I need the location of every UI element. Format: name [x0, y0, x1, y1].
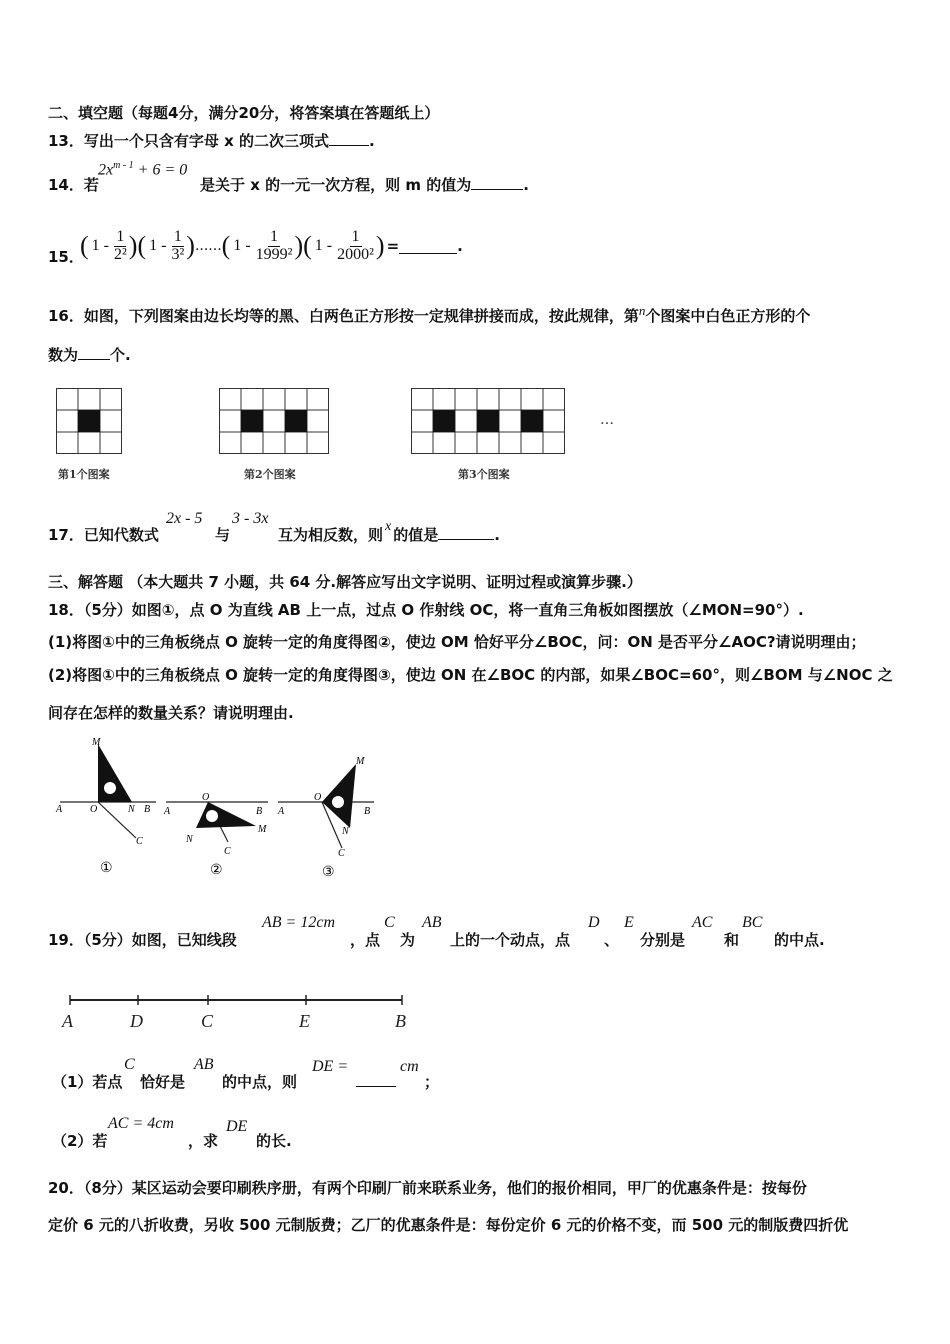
q15-end: . — [457, 237, 463, 255]
q14-pre: 若 — [83, 176, 99, 194]
q19-AC: AC — [692, 914, 713, 931]
q19-D: D — [588, 914, 600, 931]
q15-number: 15． — [48, 248, 84, 266]
black-square — [477, 410, 499, 432]
q18-part2b: 间存在怎样的数量关系？请说明理由. — [48, 704, 294, 722]
q16-line2: 数为 个. — [48, 346, 131, 364]
q15-dots: ...... — [194, 238, 222, 254]
svg-text:A: A — [278, 806, 285, 817]
q15-blank — [399, 239, 457, 254]
q19-t7: 的中点. — [774, 931, 825, 949]
q14-blank — [471, 175, 523, 190]
q19-p2-AC: AC = 4cm — [108, 1115, 174, 1132]
q17-expr1: 2x - 5 — [166, 510, 203, 527]
black-square — [285, 410, 307, 432]
q17-text-line: 互为相反数，则 x 的值是 . — [278, 519, 500, 544]
question-13 — [48, 130, 375, 151]
black-square — [521, 410, 543, 432]
q19-t1: ，点 — [350, 931, 381, 949]
pattern-3-caption: 第3个图案 — [458, 468, 510, 481]
q19-BC: BC — [742, 914, 763, 931]
q15-term1-one: 1 - — [91, 237, 109, 254]
q13-text: 写出一个只含有字母 x 的二次三项式 — [83, 132, 329, 150]
svg-text:B: B — [256, 806, 263, 817]
q19-p1b: 恰好是 — [140, 1073, 186, 1091]
q14-number: 14． — [48, 176, 84, 194]
svg-text:C: C — [338, 848, 345, 859]
q19-E: E — [624, 914, 634, 931]
q15-formula: ( 1 - $\frac{1}{\text{2²}}$ ) ( 1 - $\frac{1}{\text{3²}}$ ) ...... ( 1 - $\frac{1}{\text{1999²}}$ ) ( 1 - $\frac{1}{\text{2000²}}$ ) = . — [80, 227, 463, 263]
q17-mid: 与 — [215, 526, 231, 544]
q19-p1-C: C — [124, 1056, 135, 1073]
q14-end: . — [523, 176, 529, 194]
svg-text:N: N — [128, 804, 135, 815]
q19-AB: AB — [422, 914, 442, 931]
figure-2 — [163, 792, 268, 878]
q19-t5: 分别是 — [640, 931, 686, 949]
q16-blank — [78, 345, 110, 360]
q17-expr2: 3 - 3x — [232, 510, 269, 527]
q15-term3-one: 1 - — [233, 237, 251, 254]
svg-text:B: B — [364, 806, 371, 817]
q13-end: . — [369, 132, 375, 150]
pattern-1-caption: 第1个图案 — [58, 468, 110, 481]
pattern-2-caption: 第2个图案 — [244, 468, 296, 481]
svg-text:O: O — [314, 792, 322, 803]
q17-blank — [438, 525, 494, 540]
q17-line: 17．已知代数式 — [48, 526, 159, 544]
q16-var-n: n — [638, 303, 646, 318]
black-square — [241, 410, 263, 432]
figure-2-label: ② — [210, 863, 223, 878]
q19-t4: 、 — [604, 931, 620, 949]
figure-3-label: ③ — [322, 865, 335, 880]
svg-text:C: C — [224, 846, 231, 857]
point-B: B — [395, 1011, 406, 1031]
q14-text: 是关于 x 的一元一次方程，则 m 的值为 — [200, 176, 472, 194]
q19-C: C — [384, 914, 395, 931]
q19-ab-eq: AB = 12cm — [262, 914, 335, 931]
svg-text:A: A — [56, 804, 63, 815]
q18-part2a: (2)将图①中的三角板绕点 O 旋转一定的角度得图③，使边 ON 在∠BOC 的内部，如果∠BOC=60°，则∠BOM 与∠NOC 之 — [48, 666, 893, 684]
point-C: C — [201, 1011, 214, 1031]
svg-text:N: N — [342, 826, 349, 837]
q15-term2-one: 1 - — [149, 237, 167, 254]
q19-p1-AB: AB — [194, 1056, 214, 1073]
svg-text:M: M — [258, 824, 267, 835]
pattern-1 — [56, 388, 122, 454]
q19-t6: 和 — [724, 931, 740, 949]
svg-text:N: N — [186, 834, 193, 845]
section-2-title: 二、填空题（每题4分，满分20分，将答案填在答题纸上） — [48, 104, 440, 122]
q14-formula — [98, 160, 187, 179]
segment-figure — [56, 990, 416, 1032]
q14-formula-rest: + 6 = 0 — [137, 161, 188, 179]
q15-term4-frac: $\frac{1}{\text{2000²}}$ — [337, 227, 374, 263]
q19-p1-DE: DE = — [312, 1058, 349, 1075]
q19-p1-end: ； — [424, 1073, 440, 1091]
q18-line1: 18．（5分）如图①，点 O 为直线 AB 上一点，过点 O 作射线 OC，将一直角三角板如图摆放（∠MON=90°）. — [48, 601, 804, 619]
question-14-number — [48, 174, 99, 195]
q19-p2b: ，求 — [188, 1132, 219, 1150]
q19-t3: 上的一个动点，点 — [450, 931, 571, 949]
figure-3 — [277, 756, 374, 880]
q14-formula-exp: m - 1 — [113, 160, 134, 171]
svg-text:B: B — [144, 804, 151, 815]
svg-text:M: M — [92, 737, 101, 748]
q14-formula-base: 2x — [98, 161, 114, 179]
point-E: E — [299, 1011, 310, 1031]
q20-line2: 定价 6 元的八折收费，另收 500 元制版费；乙厂的优惠条件是：每份定价 6 元的价格不变，而 500 元的制版费四折优 — [48, 1216, 849, 1234]
q13-blank — [329, 131, 369, 146]
q18-part1: (1)将图①中的三角板绕点 O 旋转一定的角度得图②，使边 OM 恰好平分∠BOC，问：ON 是否平分∠AOC?请说明理由； — [48, 633, 866, 651]
svg-text:M: M — [356, 756, 365, 767]
figure-1 — [55, 737, 156, 876]
q19-line: 19．（5分）如图，已知线段 — [48, 931, 237, 949]
q15-term1-frac: $\frac{1}{\text{2²}}$ — [114, 227, 127, 263]
q20-line1: 20．（8分）某区运动会要印刷秩序册，有两个印刷厂前来联系业务，他们的报价相同，甲厂的优惠条件是：按每份 — [48, 1179, 807, 1197]
svg-text:O: O — [202, 792, 210, 803]
black-square — [78, 410, 100, 432]
point-A: A — [62, 1011, 73, 1031]
q15-term3-frac: $\frac{1}{\text{1999²}}$ — [255, 227, 293, 263]
figure-1-label: ① — [100, 861, 113, 876]
black-square — [433, 410, 455, 432]
svg-text:O: O — [90, 804, 98, 815]
pattern-2 — [219, 388, 329, 454]
q19-p2c: 的长. — [256, 1132, 292, 1150]
section-3-title: 三、解答题 （本大题共 7 小题，共 64 分.解答应写出文字说明、证明过程或演算步骤.） — [48, 573, 642, 591]
q15-eq: = — [386, 237, 400, 255]
pattern-3 — [411, 388, 565, 454]
q19-p1a: （1）若点 — [52, 1073, 123, 1091]
q16-line1: 16．如图，下列图案由边长均等的黑、白两色正方形按一定规律拼接而成，按此规律，第n个图案中白色正方形的个 — [48, 303, 811, 325]
q19-p2-DE: DE — [226, 1118, 248, 1135]
q19-p1-blank — [356, 1072, 396, 1087]
q15-term2-frac: $\frac{1}{\text{3²}}$ — [171, 227, 185, 263]
q19-t2: 为 — [400, 931, 416, 949]
q14-text-line — [200, 174, 529, 195]
q19-p1c: 的中点，则 — [222, 1073, 298, 1091]
pattern-ellipsis: … — [600, 412, 614, 428]
point-D: D — [130, 1011, 143, 1031]
svg-text:C: C — [136, 836, 143, 847]
q19-p1-cm: cm — [400, 1058, 419, 1075]
q17-var-x: x — [385, 519, 392, 534]
q18-figures — [52, 730, 382, 882]
q19-p2a: （2）若 — [52, 1132, 108, 1150]
q13-number: 13． — [48, 132, 84, 150]
q15-term4-one: 1 - — [314, 237, 333, 254]
svg-text:A: A — [164, 806, 171, 817]
